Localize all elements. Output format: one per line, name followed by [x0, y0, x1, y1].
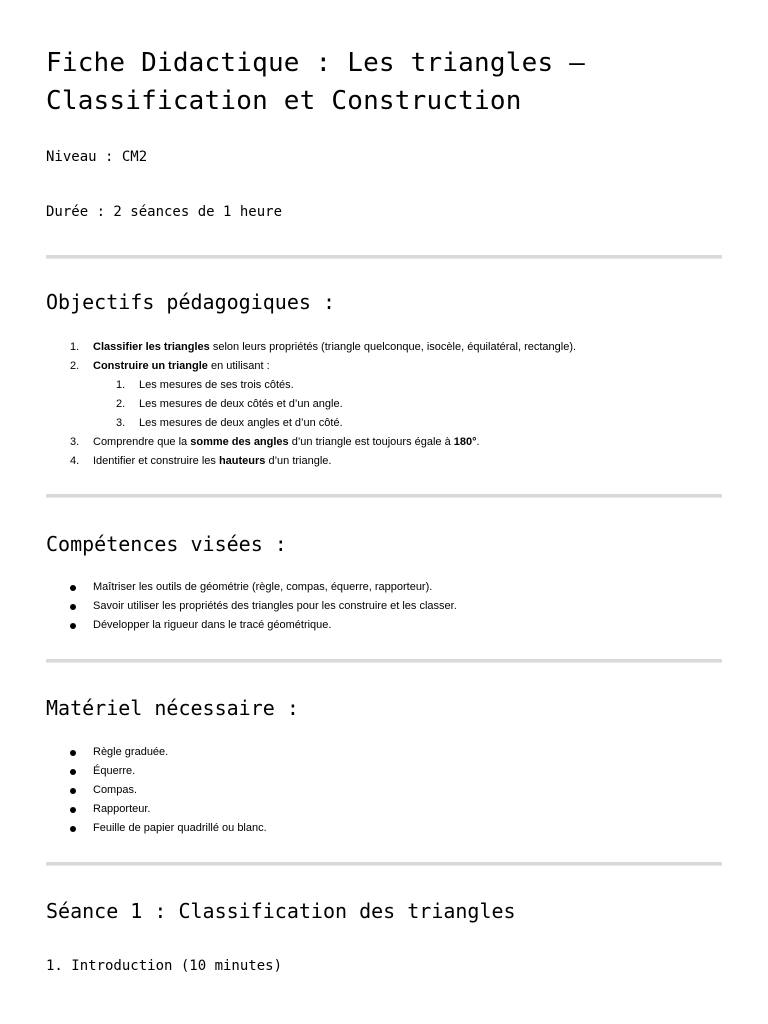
list-text: Les mesures de ses trois côtés.	[139, 379, 294, 391]
bullet-icon	[70, 604, 76, 610]
duree-text: Durée : 2 séances de 1 heure	[46, 204, 283, 220]
text-part: .	[476, 436, 480, 448]
divider	[46, 494, 722, 498]
list-text: Règle graduée.	[93, 746, 169, 758]
list-number: 3.	[116, 417, 126, 429]
text-part: Comprendre que la	[93, 436, 191, 448]
list-text: Compas.	[93, 784, 138, 796]
bullet-icon	[70, 769, 76, 775]
document-title	[46, 44, 736, 120]
bold-term: Construire un triangle	[93, 360, 208, 372]
materiel-heading: Matériel nécessaire :	[46, 696, 299, 720]
bullet-icon	[70, 585, 76, 591]
text-part: d’un triangle.	[265, 455, 332, 467]
title-line-1: Fiche Didactique : Les triangles –	[46, 48, 586, 78]
bold-term: hauteurs	[218, 455, 266, 467]
bullet-icon	[70, 826, 76, 832]
list-number: 1.	[70, 341, 80, 353]
bullet-icon	[70, 807, 76, 813]
seance1-step-heading: 1. Introduction (10 minutes)	[46, 958, 283, 974]
list-text	[93, 357, 270, 376]
divider	[46, 862, 722, 866]
bullet-icon	[70, 623, 76, 629]
list-text	[93, 433, 480, 452]
text-part: d’un triangle est toujours égale à	[288, 436, 454, 448]
list-text: Développer la rigueur dans le tracé géométrique.	[93, 619, 332, 631]
list-text: Feuille de papier quadrillé ou blanc.	[93, 822, 267, 834]
list-text: Savoir utiliser les propriétés des triangles pour les construire et les classer.	[93, 600, 457, 612]
list-number: 2.	[70, 360, 80, 372]
bold-term: somme des angles	[190, 436, 289, 448]
objectifs-heading: Objectifs pédagogiques :	[46, 290, 335, 314]
niveau-text: Niveau : CM2	[46, 149, 148, 165]
list-number: 2.	[116, 398, 126, 410]
list-text: Équerre.	[93, 765, 136, 777]
list-text: Maîtriser les outils de géométrie (règle, compas, équerre, rapporteur).	[93, 581, 433, 593]
list-text: Les mesures de deux côtés et d’un angle.	[139, 398, 343, 410]
bold-term: 180°	[453, 436, 477, 448]
competences-heading: Compétences visées :	[46, 532, 287, 556]
list-text	[93, 338, 576, 357]
bold-term: Classifier les triangles	[93, 341, 210, 353]
text-part: Identifier et construire les	[93, 455, 219, 467]
list-text: Les mesures de deux angles et d’un côté.	[139, 417, 343, 429]
divider	[46, 255, 722, 259]
list-text: Rapporteur.	[93, 803, 151, 815]
bullet-icon	[70, 788, 76, 794]
list-number: 3.	[70, 436, 80, 448]
divider	[46, 659, 722, 663]
list-number: 1.	[116, 379, 126, 391]
title-line-2: Classification et Construction	[46, 86, 522, 116]
list-text	[93, 452, 331, 471]
text-part: selon leurs propriétés (triangle quelconque, isocèle, équilatéral, rectangle).	[209, 341, 577, 353]
text-part: en utilisant :	[207, 360, 270, 372]
seance1-heading: Séance 1 : Classification des triangles	[46, 899, 516, 923]
bullet-icon	[70, 750, 76, 756]
list-number: 4.	[70, 455, 80, 467]
